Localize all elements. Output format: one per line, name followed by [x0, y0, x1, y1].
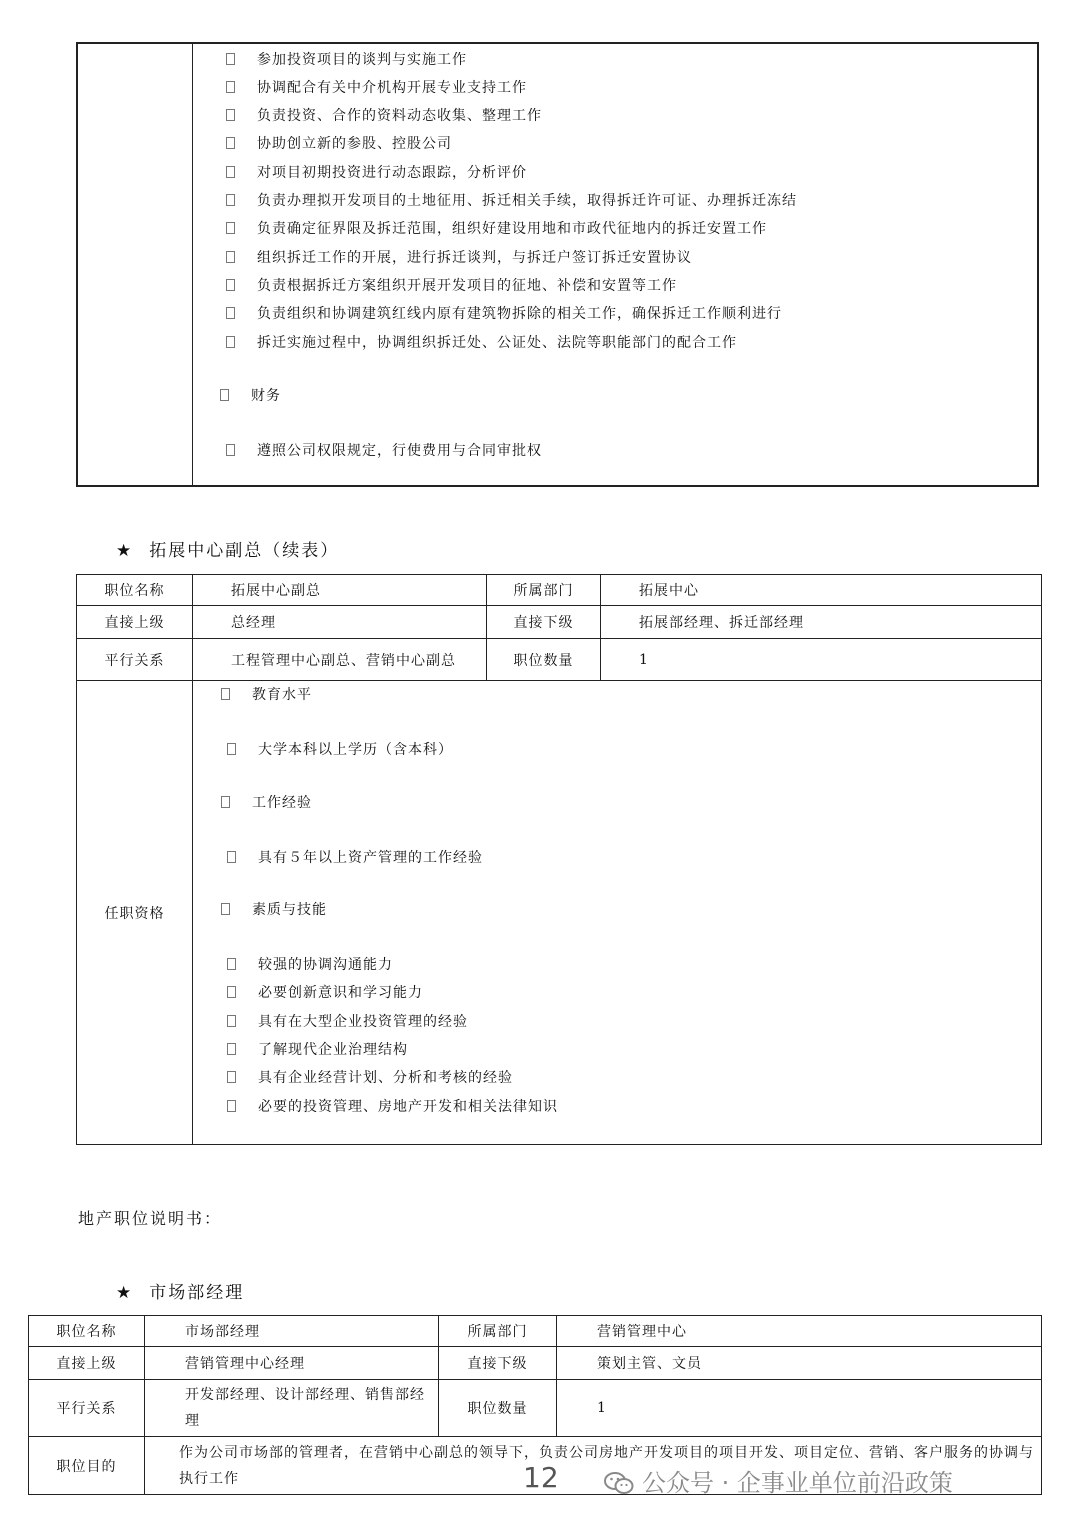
bullet-icon — [227, 1071, 236, 1083]
bullet-icon — [226, 81, 235, 93]
field-value: 1 — [557, 1380, 1042, 1437]
table-row — [29, 1380, 1042, 1437]
duty-item-text: 负责投资、合作的资料动态收集、整理工作 — [257, 108, 542, 124]
duty-item — [226, 163, 527, 183]
field-value: 工程管理中心副总、营销中心副总 — [193, 639, 487, 681]
field-label: 职位目的 — [29, 1437, 145, 1495]
field-label: 所属部门 — [439, 1316, 557, 1347]
field-label: 职位数量 — [439, 1380, 557, 1437]
bullet-icon — [227, 986, 236, 998]
field-label: 平行关系 — [29, 1380, 145, 1437]
field-label: 职位名称 — [29, 1316, 145, 1347]
finance-item-text: 遵照公司权限规定，行使费用与合同审批权 — [257, 443, 542, 459]
field-value: 1 — [601, 639, 1042, 681]
qual-heading — [221, 685, 312, 705]
section-title-text: 市场部经理 — [149, 1283, 245, 1303]
field-value: 开发部经理、设计部经理、销售部经理 — [145, 1380, 439, 1437]
qual-item — [227, 1097, 558, 1117]
duty-item-text: 负责组织和协调建筑红线内原有建筑物拆除的相关工作，确保拆迁工作顺利进行 — [257, 306, 782, 322]
bullet-icon — [226, 222, 235, 234]
duty-item — [226, 248, 692, 268]
bullet-icon — [226, 251, 235, 263]
finance-item — [226, 441, 542, 461]
section-title — [116, 536, 339, 561]
duty-item — [226, 276, 677, 296]
watermark-text: 公众号 · 企事业单位前沿政策 — [642, 1469, 953, 1497]
qual-item — [227, 955, 393, 975]
qual-item-text: 具有５年以上资产管理的工作经验 — [258, 850, 483, 866]
bullet-icon — [221, 688, 230, 700]
table-row — [77, 639, 1042, 681]
field-value: 市场部经理 — [145, 1316, 439, 1347]
qual-heading — [221, 793, 312, 813]
bullet-icon — [221, 903, 230, 915]
bullet-icon — [220, 389, 229, 401]
bullet-icon — [226, 109, 235, 121]
document-heading: 地产职位说明书： — [78, 1209, 223, 1228]
field-label: 职位名称 — [77, 575, 193, 606]
table-row — [29, 1316, 1042, 1347]
duty-item-text: 对项目初期投资进行动态跟踪，分析评价 — [257, 165, 527, 181]
bullet-icon — [226, 444, 235, 456]
bullet-icon — [226, 336, 235, 348]
duty-item-text: 组织拆迁工作的开展，进行拆迁谈判，与拆迁户签订拆迁安置协议 — [257, 250, 692, 266]
field-label: 直接上级 — [29, 1347, 145, 1380]
page-number: 12 — [523, 1461, 559, 1494]
duty-item — [226, 78, 527, 98]
duty-item — [226, 50, 467, 70]
field-label: 平行关系 — [77, 639, 193, 681]
duty-item-text: 协调配合有关中介机构开展专业支持工作 — [257, 80, 527, 96]
section-title-text: 拓展中心副总（续表） — [149, 541, 340, 561]
bullet-icon — [226, 166, 235, 178]
qual-item — [227, 1012, 468, 1032]
table-row — [77, 681, 1042, 1145]
bullet-icon — [221, 796, 230, 808]
bullet-icon — [226, 53, 235, 65]
duty-item — [226, 304, 782, 324]
qual-heading — [221, 900, 327, 920]
qual-item-text: 大学本科以上学历（含本科） — [258, 742, 453, 758]
duty-item-text: 拆迁实施过程中，协调组织拆迁处、公证处、法院等职能部门的配合工作 — [257, 335, 737, 351]
qualifications-label: 任职资格 — [77, 681, 193, 1145]
star-icon: ★ — [116, 541, 134, 561]
bullet-icon — [226, 194, 235, 206]
field-value: 拓展部经理、拆迁部经理 — [601, 606, 1042, 639]
bullet-icon — [227, 958, 236, 970]
finance-heading-text: 财务 — [251, 388, 281, 404]
field-label: 直接下级 — [439, 1347, 557, 1380]
duty-item — [226, 333, 737, 353]
field-value: 总经理 — [193, 606, 487, 639]
qual-item — [227, 848, 483, 868]
duty-item-text: 参加投资项目的谈判与实施工作 — [257, 52, 467, 68]
bullet-icon — [226, 307, 235, 319]
qual-item — [227, 1068, 513, 1088]
qual-heading-text: 工作经验 — [252, 795, 312, 811]
duty-item — [226, 219, 767, 239]
bullet-icon — [227, 1015, 236, 1027]
watermark — [604, 1463, 953, 1498]
field-value: 策划主管、文员 — [557, 1347, 1042, 1380]
bullet-icon — [226, 279, 235, 291]
field-value: 营销管理中心 — [557, 1316, 1042, 1347]
star-icon: ★ — [116, 1283, 134, 1303]
qualifications-cell — [193, 681, 1042, 1145]
section-title — [116, 1278, 244, 1303]
finance-heading — [220, 386, 281, 406]
table-row — [29, 1347, 1042, 1380]
qual-item-text: 具有企业经营计划、分析和考核的经验 — [258, 1070, 513, 1086]
field-value: 拓展中心副总 — [193, 575, 487, 606]
bullet-icon — [227, 1043, 236, 1055]
field-label: 直接上级 — [77, 606, 193, 639]
bullet-icon — [226, 137, 235, 149]
qual-heading-text: 素质与技能 — [252, 902, 327, 918]
position-table — [76, 574, 1042, 1145]
qual-item-text: 了解现代企业治理结构 — [258, 1042, 408, 1058]
duty-item — [226, 106, 542, 126]
qual-item-text: 必要创新意识和学习能力 — [258, 985, 423, 1001]
qual-item — [227, 1040, 408, 1060]
position-purpose-text: 作为公司市场部的管理者，在营销中心副总的领导下，负责公司房地产开发项目的项目开发、项目定位、营销、客户服务的协调与执行工作 — [145, 1437, 1042, 1495]
bullet-icon — [227, 1100, 236, 1112]
duty-item-text: 负责确定征界限及拆迁范围，组织好建设用地和市政代征地内的拆迁安置工作 — [257, 221, 767, 237]
field-value: 拓展中心 — [601, 575, 1042, 606]
bullet-icon — [227, 743, 236, 755]
duty-item — [226, 134, 452, 154]
duty-item — [226, 191, 797, 211]
responsibilities-continuation-block — [76, 42, 1039, 487]
qual-item-text: 具有在大型企业投资管理的经验 — [258, 1014, 468, 1030]
field-value: 营销管理中心经理 — [145, 1347, 439, 1380]
duty-item-text: 协助创立新的参股、控股公司 — [257, 136, 452, 152]
qual-item-text: 较强的协调沟通能力 — [258, 957, 393, 973]
duty-item-text: 负责根据拆迁方案组织开展开发项目的征地、补偿和安置等工作 — [257, 278, 677, 294]
bullet-icon — [227, 851, 236, 863]
table-row — [77, 575, 1042, 606]
qual-heading-text: 教育水平 — [252, 687, 312, 703]
wechat-icon — [604, 1471, 634, 1495]
qual-item — [227, 983, 423, 1003]
qual-item-text: 必要的投资管理、房地产开发和相关法律知识 — [258, 1099, 558, 1115]
field-label: 职位数量 — [487, 639, 601, 681]
qual-item — [227, 740, 453, 760]
table-row — [77, 606, 1042, 639]
field-label: 所属部门 — [487, 575, 601, 606]
duty-item-text: 负责办理拟开发项目的土地征用、拆迁相关手续，取得拆迁许可证、办理拆迁冻结 — [257, 193, 797, 209]
field-label: 直接下级 — [487, 606, 601, 639]
column-divider — [192, 44, 193, 485]
